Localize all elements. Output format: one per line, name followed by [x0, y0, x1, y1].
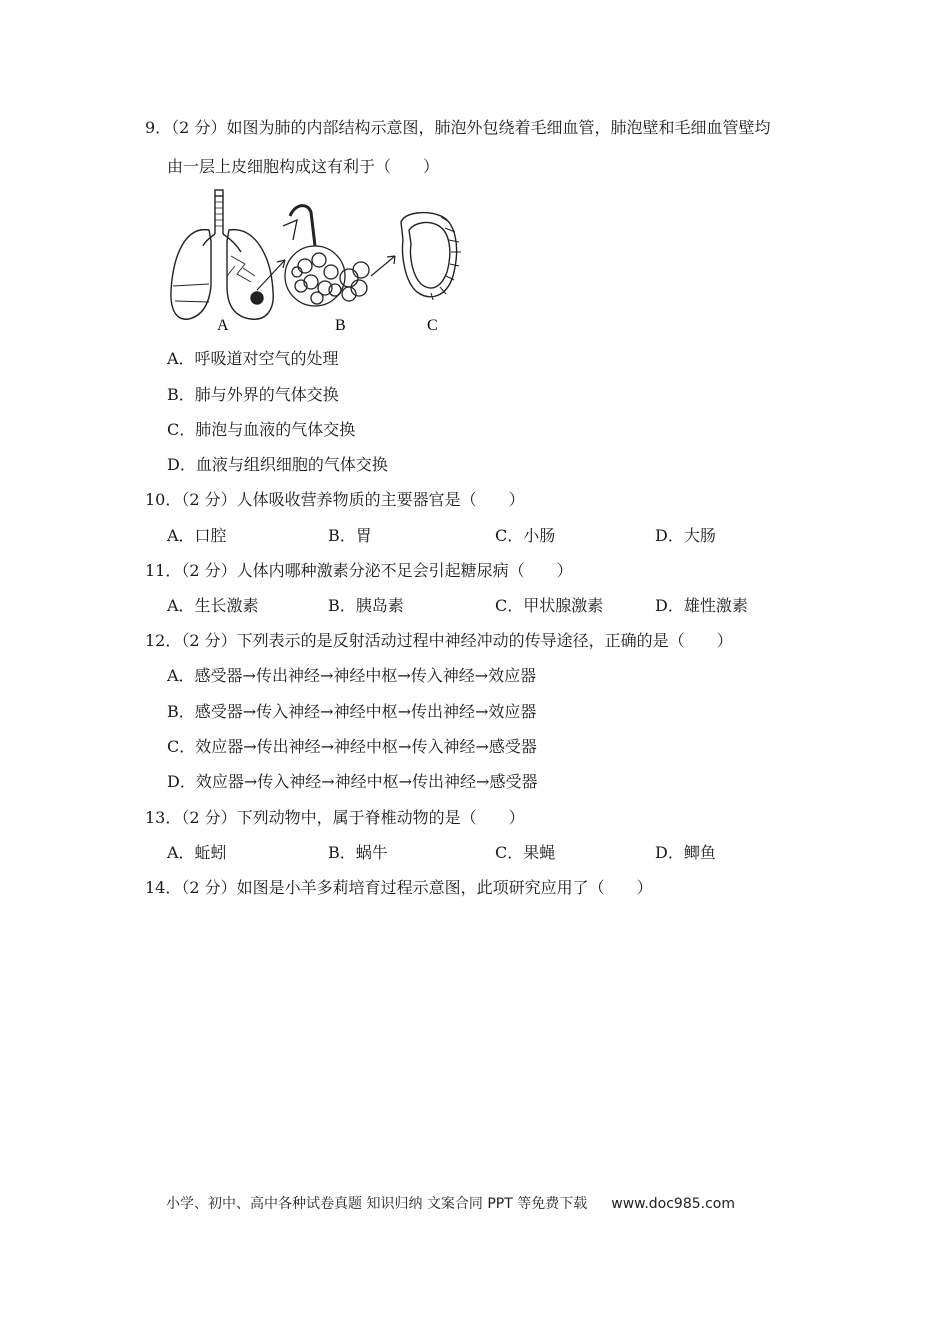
question-13-option-d: D．鲫鱼: [655, 843, 716, 862]
alveoli-diagram-b: [283, 206, 395, 306]
question-13-option-c: C．果蝇: [495, 843, 556, 862]
alveolus-wall-diagram-c: [401, 213, 461, 300]
question-12-option-c: C．效应器→传出神经→神经中枢→传入神经→感受器: [167, 737, 537, 756]
figure-label-a: A: [217, 317, 229, 334]
question-11-stem: 11．（2 分）人体内哪种激素分泌不足会引起糖尿病（ ）: [145, 561, 573, 580]
question-9-stem-line2: 由一层上皮细胞构成这有利于（ ）: [167, 157, 440, 176]
question-12-stem: 12．（2 分）下列表示的是反射活动过程中神经冲动的传导途径，正确的是（ ）: [145, 631, 733, 650]
question-10-option-b: B．胃: [328, 526, 372, 545]
question-9-stem-line1: 9．（2 分）如图为肺的内部结构示意图，肺泡外包绕着毛细血管，肺泡壁和毛细血管壁均: [145, 118, 771, 137]
footer-text: 小学、初中、高中各种试卷真题 知识归纳 文案合同 PPT 等免费下载: [166, 1196, 588, 1212]
question-11-option-d: D．雄性激素: [655, 596, 748, 615]
question-9-option-a: A．呼吸道对空气的处理: [167, 349, 339, 368]
lung-diagram-a: [171, 190, 285, 319]
question-13-option-a: A．蚯蚓: [167, 843, 227, 862]
question-12-option-d: D．效应器→传入神经→神经中枢→传出神经→感受器: [167, 772, 538, 791]
page-footer: [166, 1193, 735, 1213]
figure-label-b: B: [335, 317, 346, 334]
question-9-option-c: C．肺泡与血液的气体交换: [167, 420, 356, 439]
lung-structure-figure: [165, 186, 465, 336]
question-10-option-d: D．大肠: [655, 526, 716, 545]
question-13-stem: 13．（2 分）下列动物中，属于脊椎动物的是（ ）: [145, 808, 525, 827]
question-10-stem: 10．（2 分）人体吸收营养物质的主要器官是（ ）: [145, 490, 525, 509]
question-12-option-a: A．感受器→传出神经→神经中枢→传入神经→效应器: [167, 666, 537, 685]
question-9-option-b: B．肺与外界的气体交换: [167, 385, 339, 404]
question-11-option-a: A．生长激素: [167, 596, 259, 615]
question-11-option-b: B．胰岛素: [328, 596, 404, 615]
question-12-option-b: B．感受器→传入神经→神经中枢→传出神经→效应器: [167, 702, 537, 721]
question-11-option-c: C．甲状腺激素: [495, 596, 604, 615]
figure-label-c: C: [427, 317, 438, 334]
question-10-option-c: C．小肠: [495, 526, 556, 545]
question-10-option-a: A．口腔: [167, 526, 227, 545]
footer-link[interactable]: www.doc985.com: [611, 1196, 735, 1212]
question-14-stem: 14．（2 分）如图是小羊多莉培育过程示意图，此项研究应用了（ ）: [145, 878, 653, 897]
question-13-option-b: B．蜗牛: [328, 843, 388, 862]
question-9-option-d: D．血液与组织细胞的气体交换: [167, 455, 388, 474]
